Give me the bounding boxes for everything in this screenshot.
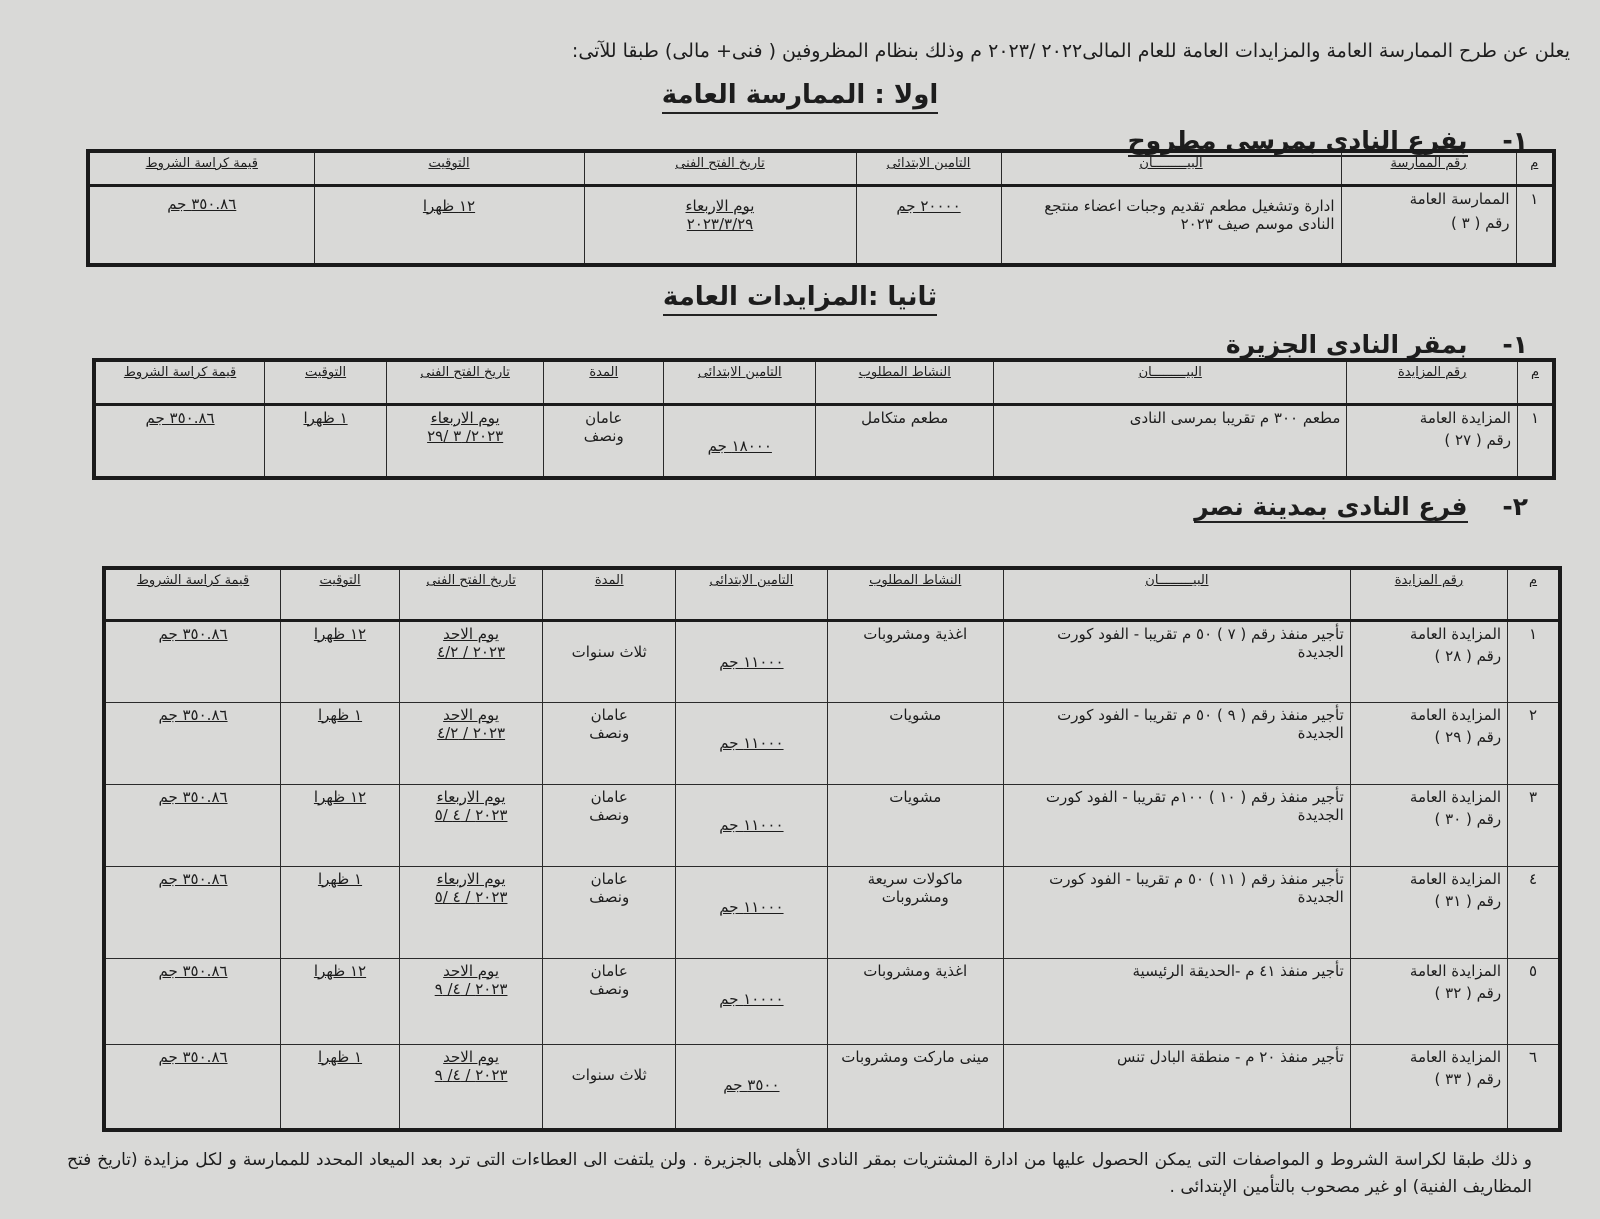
activity: مينى ماركت ومشروبات	[827, 1044, 1003, 1130]
duration: ثلاث سنوات	[543, 620, 676, 702]
footer-note: و ذلك طبقا لكراسة الشروط و المواصفات التى يمكن الحصول عليها من ادارة المشتريات بمقر النادى الأهلى بالجزيرة . ولن يلتفت الى العطاءات التى ترد بعد الميعاد المحدد للممارسة و لكل مزايدة (تاريخ فتح المظاريف الفنية) او غير مصحوب بالتأمين الإبتدائى .	[67, 1150, 1532, 1197]
col-header: م	[1516, 151, 1554, 185]
table-row	[94, 404, 1554, 478]
booklet-price: ٣٥٠.٨٦ جم	[88, 185, 314, 265]
section2-subtitle-1: ١- بمقر النادى الجزيرة	[1225, 330, 1528, 359]
section2-subtitle-2: ٢- فرع النادى بمدينة نصر	[1194, 492, 1528, 521]
table-header-row	[88, 151, 1554, 185]
col-header: النشاط المطلوب	[816, 360, 994, 404]
auction-number: المزايدة العامة رقم ( ٣٣ )	[1350, 1044, 1507, 1130]
col-header: تاريخ الفتح الفنى	[386, 360, 543, 404]
booklet-price: ٣٥٠.٨٦ جم	[104, 1044, 281, 1130]
description: تأجير منفذ رقم ( ١١ ) ٥٠ م تقريبا - الفود كورت الجديدة	[1003, 866, 1350, 958]
booklet-price: ٣٥٠.٨٦ جم	[104, 620, 281, 702]
col-header: المدة	[543, 568, 676, 620]
col-header: البيـــــــــان	[1001, 151, 1341, 185]
col-header: النشاط المطلوب	[827, 568, 1003, 620]
time: ١٢ ظهرا	[281, 784, 400, 866]
row-number: ٣	[1508, 784, 1560, 866]
row-number: ٥	[1508, 958, 1560, 1044]
description: تأجير منفذ رقم ( ٧ ) ٥٠ م تقريبا - الفود كورت الجديدة	[1003, 620, 1350, 702]
auction-number: المزايدة العامة رقم ( ٢٧ )	[1347, 404, 1518, 478]
booklet-price: ٣٥٠.٨٦ جم	[104, 866, 281, 958]
practice-table	[86, 149, 1556, 267]
opening-date: يوم الاحد ٢٠٢٣ / ٤/ ٩	[400, 958, 543, 1044]
opening-date: يوم الاربعاء ٢٠٢٣/ ٣ /٢٩	[386, 404, 543, 478]
col-header: التوقيت	[265, 360, 387, 404]
table-row	[88, 185, 1554, 265]
activity: اغذية ومشروبات	[827, 620, 1003, 702]
duration: ثلاث سنوات	[543, 1044, 676, 1130]
table-row	[104, 784, 1560, 866]
insurance: ٢٠٠٠٠ جم	[856, 185, 1001, 265]
col-header: التوقيت	[281, 568, 400, 620]
col-header: البيـــــــــان	[1003, 568, 1350, 620]
time: ١٢ ظهرا	[314, 185, 584, 265]
time: ١٢ ظهرا	[281, 620, 400, 702]
auction-number: المزايدة العامة رقم ( ٢٨ )	[1350, 620, 1507, 702]
time: ١ ظهرا	[265, 404, 387, 478]
table-row	[104, 1044, 1560, 1130]
auction-number: المزايدة العامة رقم ( ٣١ )	[1350, 866, 1507, 958]
section1-title: اولا : الممارسة العامة	[0, 80, 1600, 110]
insurance: ١١٠٠٠ جم	[676, 866, 827, 958]
activity: اغذية ومشروبات	[827, 958, 1003, 1044]
auction-number: المزايدة العامة رقم ( ٢٩ )	[1350, 702, 1507, 784]
col-header: رقم المزايدة	[1350, 568, 1507, 620]
col-header: التامين الابتدائى	[856, 151, 1001, 185]
insurance: ١١٠٠٠ جم	[676, 784, 827, 866]
opening-date: يوم الاحد ٢٠٢٣ / ٤/ ٩	[400, 1044, 543, 1130]
insurance: ١١٠٠٠ جم	[676, 620, 827, 702]
col-header: قيمة كراسة الشروط	[94, 360, 265, 404]
row-number: ٤	[1508, 866, 1560, 958]
col-header: التامين الابتدائى	[676, 568, 827, 620]
opening-date: يوم الاربعاء ٢٠٢٣ / ٤ /٥	[400, 784, 543, 866]
section2-title: ثانيا :المزايدات العامة	[0, 282, 1600, 312]
table-header-row	[104, 568, 1560, 620]
table-header-row	[94, 360, 1554, 404]
col-header: قيمة كراسة الشروط	[104, 568, 281, 620]
row-number: ٢	[1508, 702, 1560, 784]
booklet-price: ٣٥٠.٨٦ جم	[104, 958, 281, 1044]
duration: عامان ونصف	[543, 784, 676, 866]
description: تأجير منفذ رقم ( ١٠ ) ١٠٠م تقريبا - الفود كورت الجديدة	[1003, 784, 1350, 866]
activity: مطعم متكامل	[816, 404, 994, 478]
col-header: تاريخ الفتح الفنى	[584, 151, 856, 185]
col-header: المدة	[544, 360, 664, 404]
insurance: ١٠٠٠٠ جم	[676, 958, 827, 1044]
duration: عامان ونصف	[543, 866, 676, 958]
col-header: تاريخ الفتح الفنى	[400, 568, 543, 620]
table-row	[104, 866, 1560, 958]
insurance: ١١٠٠٠ جم	[676, 702, 827, 784]
opening-date: يوم الاربعاء ٢٠٢٣/٣/٢٩	[584, 185, 856, 265]
row-number: ١	[1508, 620, 1560, 702]
duration: عامان ونصف	[543, 958, 676, 1044]
time: ١٢ ظهرا	[281, 958, 400, 1044]
description: مطعم ٣٠٠ م تقريبا بمرسى النادى	[994, 404, 1347, 478]
insurance: ١٨٠٠٠ جم	[664, 404, 816, 478]
practice-number: الممارسة العامة رقم ( ٣ )	[1341, 185, 1516, 265]
activity: ماكولات سريعة ومشروبات	[827, 866, 1003, 958]
table-row	[104, 702, 1560, 784]
description: تأجير منفذ رقم ( ٩ ) ٥٠ م تقريبا - الفود كورت الجديدة	[1003, 702, 1350, 784]
col-header: رقم الممارسة	[1341, 151, 1516, 185]
description: تأجير منفذ ٤١ م -الحديقة الرئيسية	[1003, 958, 1350, 1044]
col-header: قيمة كراسة الشروط	[88, 151, 314, 185]
description: ادارة وتشغيل مطعم تقديم وجبات اعضاء منتجع النادى موسم صيف ٢٠٢٣	[1001, 185, 1341, 265]
col-header: م	[1508, 568, 1560, 620]
booklet-price: ٣٥٠.٨٦ جم	[94, 404, 265, 478]
duration: عامان ونصف	[543, 702, 676, 784]
activity: مشويات	[827, 702, 1003, 784]
auction-number: المزايدة العامة رقم ( ٣٢ )	[1350, 958, 1507, 1044]
time: ١ ظهرا	[281, 866, 400, 958]
booklet-price: ٣٥٠.٨٦ جم	[104, 784, 281, 866]
col-header: البيـــــــــان	[994, 360, 1347, 404]
time: ١ ظهرا	[281, 702, 400, 784]
opening-date: يوم الاحد ٢٠٢٣ / ٤/٢	[400, 702, 543, 784]
section1-subtitle: ١- بفرع النادى بمرسى مطروح	[1127, 126, 1528, 155]
table-row	[104, 620, 1560, 702]
activity: مشويات	[827, 784, 1003, 866]
col-header: م	[1517, 360, 1554, 404]
opening-date: يوم الاحد ٢٠٢٣ / ٤/٢	[400, 620, 543, 702]
description: تأجير منفذ ٢٠ م - منطقة البادل تنس	[1003, 1044, 1350, 1130]
auction-number: المزايدة العامة رقم ( ٣٠ )	[1350, 784, 1507, 866]
time: ١ ظهرا	[281, 1044, 400, 1130]
table-row	[104, 958, 1560, 1044]
intro-text: يعلن عن طرح الممارسة العامة والمزايدات العامة للعام المالى٢٠٢٢ /٢٠٢٣ م وذلك بنظام المظروفين ( فنى+ مالى) طبقا للآتى:	[571, 40, 1570, 62]
col-header: التامين الابتدائى	[664, 360, 816, 404]
row-number: ١	[1517, 404, 1554, 478]
col-header: رقم المزايدة	[1347, 360, 1518, 404]
insurance: ٣٥٠٠ جم	[676, 1044, 827, 1130]
booklet-price: ٣٥٠.٨٦ جم	[104, 702, 281, 784]
col-header: التوقيت	[314, 151, 584, 185]
duration: عامان ونصف	[544, 404, 664, 478]
row-number: ١	[1516, 185, 1554, 265]
auction-table-gezira	[92, 358, 1556, 480]
row-number: ٦	[1508, 1044, 1560, 1130]
opening-date: يوم الاربعاء ٢٠٢٣ / ٤ /٥	[400, 866, 543, 958]
auction-table-nasr-city	[102, 566, 1562, 1132]
